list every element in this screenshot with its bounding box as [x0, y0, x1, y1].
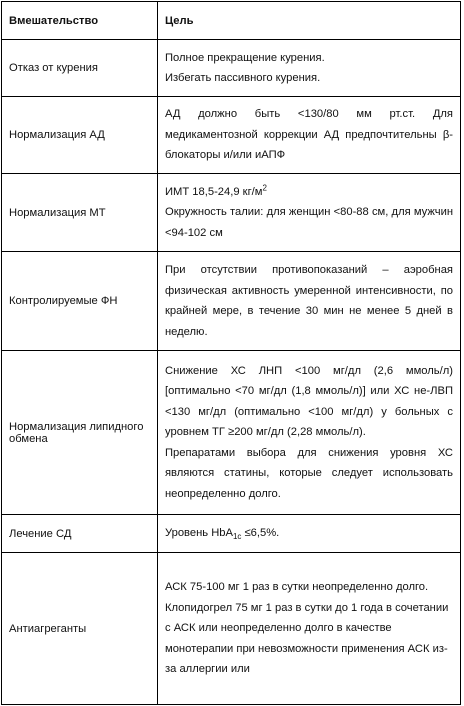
header-goal: Цель	[158, 2, 461, 40]
goal-line: При отсутствии противопоказаний – аэробная физическая активность умеренной интенсивности, по крайней мере, в течение 30 мин не менее 5 дней в неделю.	[165, 264, 453, 338]
header-intervention: Вмешательство	[2, 2, 158, 40]
row-goal	[158, 515, 461, 553]
row-goal	[158, 174, 461, 252]
goal-line: Полное прекращение курения.	[165, 51, 325, 64]
row-intervention: Нормализация липидного обмена	[2, 351, 158, 515]
table-row	[2, 174, 461, 252]
goal-bmi-sup: 2	[262, 183, 267, 193]
row-goal	[158, 97, 461, 174]
table-header-row	[2, 2, 461, 40]
goal-line: Препаратами выбора для снижения уровня ХС являются статины, которые следует использовать неопределенно долго.	[165, 446, 453, 500]
table-row	[2, 351, 461, 515]
table-row	[2, 97, 461, 174]
row-goal	[158, 553, 461, 705]
row-intervention: Нормализация АД	[2, 97, 158, 174]
row-intervention: Контролируемые ФН	[2, 252, 158, 351]
row-goal	[158, 351, 461, 515]
table-row	[2, 553, 461, 705]
goal-bmi-text: ИМТ 18,5-24,9 кг/м	[165, 185, 263, 198]
goal-line: АСК 75-100 мг 1 раз в сутки неопределенно долго.	[165, 581, 429, 594]
row-goal	[158, 40, 461, 97]
row-intervention: Отказ от курения	[2, 40, 158, 97]
interventions-table	[1, 1, 461, 705]
table-row	[2, 40, 461, 97]
goal-line: АД должно быть <130/80 мм рт.ст. Для медикаментозной коррекции АД предпочтительны β-блокаторы и/или иАПФ	[165, 108, 453, 162]
goal-hba-value: ≤6,5%.	[241, 527, 280, 540]
table-row	[2, 515, 461, 553]
goal-line: Избегать пассивного курения.	[165, 72, 321, 84]
goal-line: Снижение ХС ЛНП <100 мг/дл (2,6 ммоль/л) [оптимально <70 мг/дл (1,8 ммоль/л)] или ХС не-ЛВП <130 мг/дл (оптимально <100 мг/дл) у больных с уровнем ТГ ≥200 мг/дл (2,28 ммоль/л).	[165, 364, 453, 439]
row-intervention: Лечение СД	[2, 515, 158, 553]
goal-line: Клопидогрел 75 мг 1 раз в сутки до 1 года в сочетании с АСК или неопределенно долго в качестве монотерапии при невозможности применения АСК из-за аллергии или	[165, 601, 449, 676]
row-intervention: Антиагреганты	[2, 553, 158, 705]
row-intervention: Нормализация МТ	[2, 174, 158, 252]
table-row	[2, 252, 461, 351]
goal-hba-text: Уровень HbA	[165, 527, 233, 540]
goal-line: Окружность талии: для женщин <80-88 см, для мужчин <94-102 см	[165, 206, 453, 239]
goal-hba-sub: 1c	[232, 532, 242, 542]
row-goal	[158, 252, 461, 351]
goal-line	[165, 182, 453, 203]
